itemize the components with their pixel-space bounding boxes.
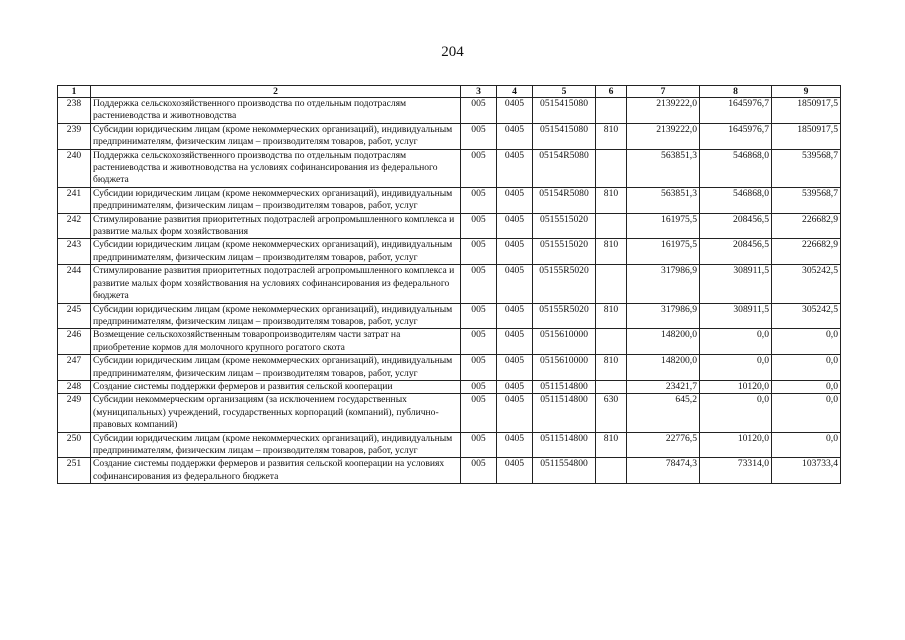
row-description: Субсидии юридическим лицам (кроме некоммерческих организаций), индивидуальным предпринимателям, физическим лицам – производителям товаров, работ, услуг	[91, 239, 461, 265]
column-header: 3	[461, 86, 497, 98]
amount-year-2: 208456,5	[700, 213, 772, 239]
row-description: Стимулирование развития приоритетных подотраслей агропромышленного комплекса и развитие малых форм хозяйствования	[91, 213, 461, 239]
row-number: 246	[58, 329, 91, 355]
expense-type-code: 810	[596, 187, 627, 213]
target-article-code: 0515515020	[533, 239, 596, 265]
amount-year-1: 161975,5	[627, 213, 700, 239]
ministry-code: 005	[461, 303, 497, 329]
row-number: 238	[58, 98, 91, 124]
amount-year-2: 1645976,7	[700, 123, 772, 149]
target-article-code: 05154R5080	[533, 149, 596, 187]
amount-year-2: 0,0	[700, 329, 772, 355]
section-code: 0405	[497, 329, 533, 355]
expense-type-code	[596, 149, 627, 187]
ministry-code: 005	[461, 355, 497, 381]
expense-type-code	[596, 213, 627, 239]
column-header: 5	[533, 86, 596, 98]
ministry-code: 005	[461, 213, 497, 239]
target-article-code: 0511554800	[533, 458, 596, 484]
row-number: 250	[58, 432, 91, 458]
row-description: Субсидии некоммерческим организациям (за исключением государственных (муниципальных) учреждений, государственных корпораций (компаний), публично-правовых компаний)	[91, 394, 461, 432]
target-article-code: 0511514800	[533, 380, 596, 393]
ministry-code: 005	[461, 432, 497, 458]
amount-year-3: 0,0	[772, 380, 841, 393]
ministry-code: 005	[461, 380, 497, 393]
column-header: 2	[91, 86, 461, 98]
row-number: 241	[58, 187, 91, 213]
section-code: 0405	[497, 213, 533, 239]
amount-year-3: 0,0	[772, 329, 841, 355]
table-row	[58, 380, 841, 393]
ministry-code: 005	[461, 98, 497, 124]
expense-type-code	[596, 98, 627, 124]
section-code: 0405	[497, 432, 533, 458]
target-article-code: 0511514800	[533, 432, 596, 458]
amount-year-1: 317986,9	[627, 303, 700, 329]
amount-year-3: 539568,7	[772, 149, 841, 187]
section-code: 0405	[497, 355, 533, 381]
amount-year-3: 226682,9	[772, 213, 841, 239]
amount-year-3: 103733,4	[772, 458, 841, 484]
table-row	[58, 432, 841, 458]
amount-year-1: 22776,5	[627, 432, 700, 458]
amount-year-2: 73314,0	[700, 458, 772, 484]
table-header-row	[58, 86, 841, 98]
row-number: 249	[58, 394, 91, 432]
section-code: 0405	[497, 265, 533, 303]
amount-year-2: 308911,5	[700, 265, 772, 303]
amount-year-1: 148200,0	[627, 355, 700, 381]
column-header: 7	[627, 86, 700, 98]
section-code: 0405	[497, 394, 533, 432]
target-article-code: 0515415080	[533, 98, 596, 124]
table-row	[58, 329, 841, 355]
ministry-code: 005	[461, 123, 497, 149]
section-code: 0405	[497, 149, 533, 187]
expense-type-code: 810	[596, 355, 627, 381]
column-header: 6	[596, 86, 627, 98]
amount-year-3: 1850917,5	[772, 123, 841, 149]
row-number: 247	[58, 355, 91, 381]
table-row	[58, 394, 841, 432]
row-description: Поддержка сельскохозяйственного производства по отдельным подотраслям растениеводства и животноводства	[91, 98, 461, 124]
amount-year-1: 645,2	[627, 394, 700, 432]
target-article-code: 05155R5020	[533, 303, 596, 329]
amount-year-3: 305242,5	[772, 303, 841, 329]
table-row	[58, 149, 841, 187]
ministry-code: 005	[461, 187, 497, 213]
target-article-code: 05155R5020	[533, 265, 596, 303]
section-code: 0405	[497, 239, 533, 265]
amount-year-3: 0,0	[772, 355, 841, 381]
target-article-code: 0515515020	[533, 213, 596, 239]
row-description: Субсидии юридическим лицам (кроме некоммерческих организаций), индивидуальным предпринимателям, физическим лицам – производителям товаров, работ, услуг	[91, 123, 461, 149]
target-article-code: 0511514800	[533, 394, 596, 432]
amount-year-2: 546868,0	[700, 149, 772, 187]
ministry-code: 005	[461, 149, 497, 187]
row-description: Субсидии юридическим лицам (кроме некоммерческих организаций), индивидуальным предпринимателям, физическим лицам – производителям товаров, работ, услуг	[91, 355, 461, 381]
ministry-code: 005	[461, 458, 497, 484]
row-number: 239	[58, 123, 91, 149]
row-number: 243	[58, 239, 91, 265]
amount-year-3: 1850917,5	[772, 98, 841, 124]
expense-type-code: 630	[596, 394, 627, 432]
amount-year-2: 1645976,7	[700, 98, 772, 124]
amount-year-1: 563851,3	[627, 187, 700, 213]
table-row	[58, 123, 841, 149]
ministry-code: 005	[461, 394, 497, 432]
target-article-code: 0515610000	[533, 355, 596, 381]
expense-type-code: 810	[596, 123, 627, 149]
amount-year-1: 563851,3	[627, 149, 700, 187]
amount-year-2: 546868,0	[700, 187, 772, 213]
row-description: Создание системы поддержки фермеров и развития сельской кооперации на условиях софинансирования из федерального бюджета	[91, 458, 461, 484]
amount-year-2: 208456,5	[700, 239, 772, 265]
column-header: 1	[58, 86, 91, 98]
row-description: Субсидии юридическим лицам (кроме некоммерческих организаций), индивидуальным предпринимателям, физическим лицам – производителям товаров, работ, услуг	[91, 187, 461, 213]
section-code: 0405	[497, 98, 533, 124]
expense-type-code: 810	[596, 239, 627, 265]
row-description: Субсидии юридическим лицам (кроме некоммерческих организаций), индивидуальным предпринимателям, физическим лицам – производителям товаров, работ, услуг	[91, 303, 461, 329]
amount-year-3: 226682,9	[772, 239, 841, 265]
expense-type-code	[596, 458, 627, 484]
amount-year-3: 539568,7	[772, 187, 841, 213]
amount-year-1: 148200,0	[627, 329, 700, 355]
section-code: 0405	[497, 123, 533, 149]
amount-year-2: 0,0	[700, 355, 772, 381]
row-number: 242	[58, 213, 91, 239]
target-article-code: 0515415080	[533, 123, 596, 149]
row-number: 251	[58, 458, 91, 484]
table-body	[58, 98, 841, 484]
section-code: 0405	[497, 187, 533, 213]
ministry-code: 005	[461, 329, 497, 355]
table-row	[58, 303, 841, 329]
amount-year-3: 0,0	[772, 394, 841, 432]
amount-year-3: 305242,5	[772, 265, 841, 303]
table-row	[58, 355, 841, 381]
section-code: 0405	[497, 303, 533, 329]
section-code: 0405	[497, 458, 533, 484]
amount-year-1: 161975,5	[627, 239, 700, 265]
amount-year-1: 2139222,0	[627, 123, 700, 149]
ministry-code: 005	[461, 239, 497, 265]
table-row	[58, 239, 841, 265]
expense-type-code	[596, 380, 627, 393]
amount-year-2: 10120,0	[700, 380, 772, 393]
amount-year-1: 78474,3	[627, 458, 700, 484]
expense-type-code: 810	[596, 432, 627, 458]
amount-year-2: 10120,0	[700, 432, 772, 458]
row-description: Создание системы поддержки фермеров и развития сельской кооперации	[91, 380, 461, 393]
amount-year-2: 0,0	[700, 394, 772, 432]
target-article-code: 05154R5080	[533, 187, 596, 213]
row-description: Стимулирование развития приоритетных подотраслей агропромышленного комплекса и развитие малых форм хозяйствования на условиях софинансирования из федерального бюджета	[91, 265, 461, 303]
table-row	[58, 458, 841, 484]
page-number: 204	[441, 44, 464, 60]
ministry-code: 005	[461, 265, 497, 303]
amount-year-1: 2139222,0	[627, 98, 700, 124]
budget-table	[57, 85, 841, 484]
column-header: 4	[497, 86, 533, 98]
row-number: 244	[58, 265, 91, 303]
column-header: 8	[700, 86, 772, 98]
row-number: 240	[58, 149, 91, 187]
amount-year-3: 0,0	[772, 432, 841, 458]
expense-type-code: 810	[596, 303, 627, 329]
table-row	[58, 98, 841, 124]
table-row	[58, 213, 841, 239]
table-row	[58, 265, 841, 303]
row-description: Поддержка сельскохозяйственного производства по отдельным подотраслям растениеводства и животноводства на условиях софинансирования из федерального бюджета	[91, 149, 461, 187]
column-header: 9	[772, 86, 841, 98]
table-row	[58, 187, 841, 213]
row-number: 245	[58, 303, 91, 329]
row-description: Субсидии юридическим лицам (кроме некоммерческих организаций), индивидуальным предпринимателям, физическим лицам – производителям товаров, работ, услуг	[91, 432, 461, 458]
target-article-code: 0515610000	[533, 329, 596, 355]
row-description: Возмещение сельскохозяйственным товаропроизводителям части затрат на приобретение кормов для молочного крупного рогатого скота	[91, 329, 461, 355]
amount-year-1: 23421,7	[627, 380, 700, 393]
expense-type-code	[596, 265, 627, 303]
amount-year-1: 317986,9	[627, 265, 700, 303]
section-code: 0405	[497, 380, 533, 393]
row-number: 248	[58, 380, 91, 393]
amount-year-2: 308911,5	[700, 303, 772, 329]
expense-type-code	[596, 329, 627, 355]
